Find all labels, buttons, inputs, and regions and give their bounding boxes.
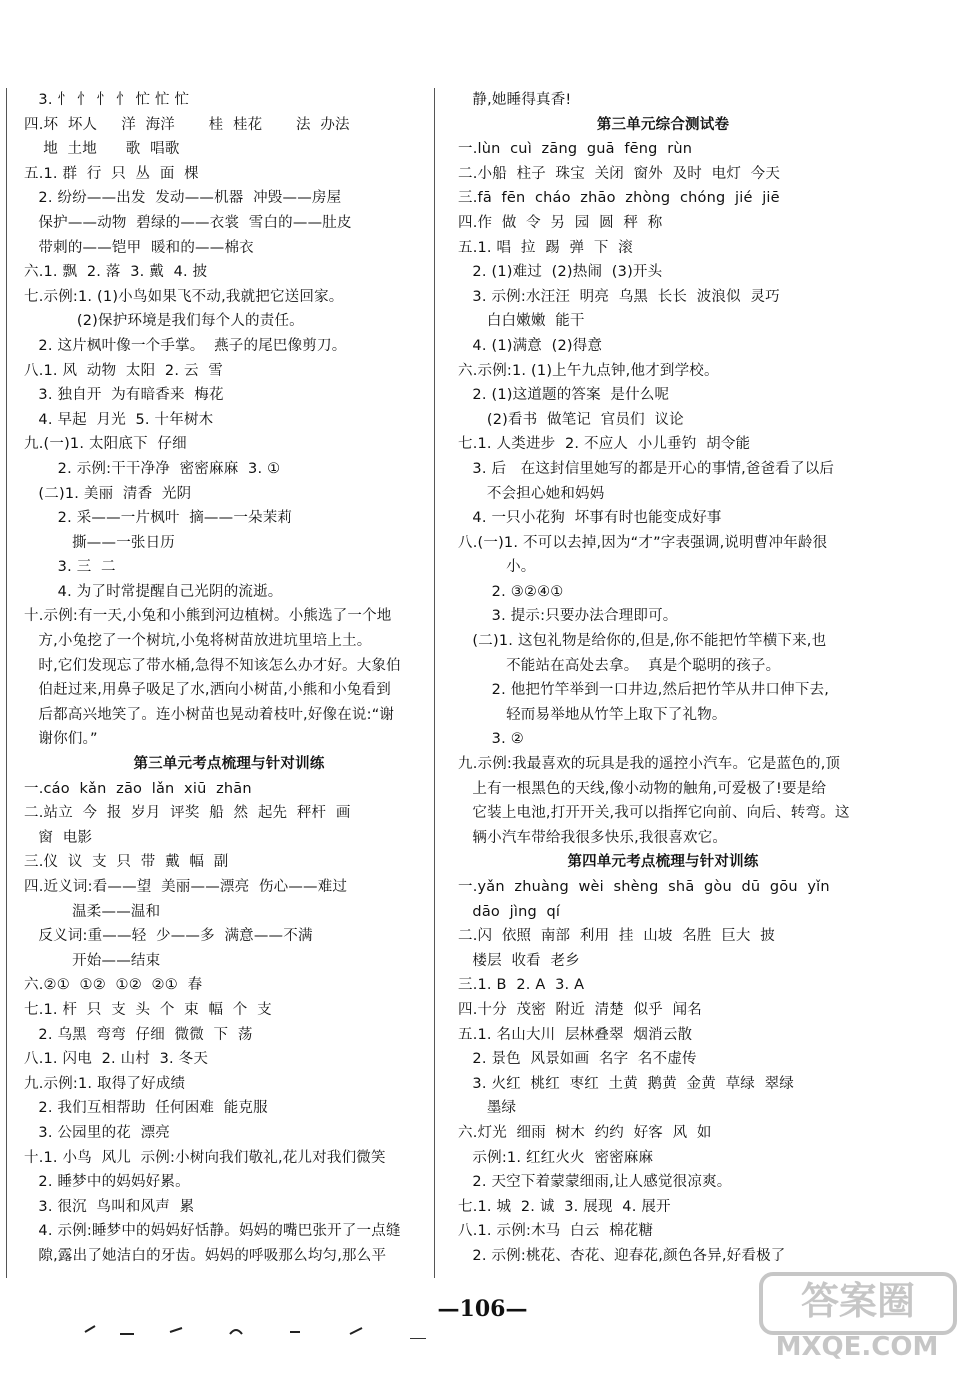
answer-line: 五.1. 唱 拉 踢 弹 下 滚 (458, 239, 633, 256)
answer-line: 不会担心她和妈妈 (458, 485, 605, 502)
answer-line: 七.1. 城 2. 诚 3. 展现 4. 展开 (458, 1198, 671, 1215)
answer-line: 七.1. 人类进步 2. 不应人 小儿垂钓 胡令能 (458, 436, 751, 453)
answer-line: 二.闪 依照 南部 利用 挂 山坡 名胜 巨大 披 (458, 928, 775, 945)
answer-line: 轻而易举地从竹竿上取下了礼物。 (458, 706, 727, 723)
answer-line: 谢你们。” (24, 731, 98, 748)
answer-line: 3. ② (458, 731, 524, 748)
answer-line: (2)保护环境是我们每个人的责任。 (24, 313, 304, 330)
watermark-url: MXQE.COM (775, 1332, 939, 1362)
answer-line: 上有一根黑色的天线,像小动物的触角,可爱极了!要是给 (458, 780, 827, 797)
answer-line: 白白嫩嫩 能干 (458, 313, 585, 330)
answer-line: 不能站在高处去拿。 真是个聪明的孩子。 (458, 657, 781, 674)
answer-line: 窗 电影 (24, 829, 93, 846)
answer-line: 墨绿 (458, 1100, 517, 1117)
answer-line: 四.近义词:看——望 美丽——漂亮 伤心——难过 (24, 879, 348, 895)
answer-line: 3. 火红 桃红 枣红 土黄 鹅黄 金黄 草绿 翠绿 (458, 1075, 794, 1092)
answer-line: 2. (1)这道题的答案 是什么呢 (458, 387, 670, 404)
answer-line: 六.灯光 细雨 树木 约约 好客 风 如 (458, 1124, 712, 1141)
answer-line: 一.cáo kǎn zāo lǎn xiū zhān (24, 780, 252, 797)
section-heading: 第四单元考点梳理与针对训练 (567, 854, 759, 871)
answer-line: 示例:1. 红红火火 密密麻麻 (458, 1149, 654, 1166)
answer-line: 3. 公园里的花 漂亮 (24, 1124, 170, 1141)
answer-line: 楼层 收看 老乡 (458, 952, 580, 969)
answer-line: 4. (1)满意 (2)得意 (458, 337, 603, 354)
answer-line: 四.坏 坏人 洋 海洋 桂 桂花 法 办法 (24, 116, 350, 133)
left-column (24, 88, 434, 1269)
answer-line: 二.站立 今 报 岁月 评奖 船 然 起先 秤杆 画 (24, 805, 351, 822)
answer-line: (二)1. 这包礼物是给你的,但是,你不能把竹竿横下来,也 (458, 633, 827, 650)
answer-line: 3. 独自开 为有暗香来 梅花 (24, 387, 224, 404)
answer-line: 2. 示例:桃花、杏花、迎春花,颜色各异,好看极了 (458, 1247, 786, 1264)
answer-line: 十.1. 小鸟 风儿 示例:小树向我们敬礼,花儿对我们微笑 (24, 1149, 386, 1166)
answer-line: 二.小船 柱子 珠宝 关闭 窗外 及时 电灯 今天 (458, 165, 781, 182)
right-column (458, 88, 868, 1269)
answer-line: 2. 我们互相帮助 任何困难 能克服 (24, 1100, 268, 1117)
answer-line: 七.1. 杆 只 支 头 个 束 幅 个 支 (24, 1001, 272, 1018)
answer-line: dāo jìng qí (458, 903, 561, 920)
answer-line: 2. 睡梦中的妈妈好累。 (24, 1174, 190, 1191)
answer-line: (二)1. 美丽 清香 光阴 (24, 485, 192, 502)
answer-line: 带刺的——铠甲 暖和的——棉衣 (24, 239, 254, 256)
answer-line: 小。 (458, 559, 536, 576)
answer-line: 它装上电池,打开开关,我可以指挥它向前、向后、转弯。这 (458, 805, 850, 822)
answer-line: 温柔——温和 (24, 903, 161, 920)
watermark-logo: 答案圈 (759, 1272, 957, 1335)
answer-line: 2. (1)难过 (2)热闹 (3)开头 (458, 264, 663, 281)
answer-line: 方,小兔挖了一个树坑,小兔将树苗放进坑里培上土。 (24, 633, 372, 650)
answer-line: 一.yǎn zhuàng wèi shèng shā gòu dū gōu yǐn (458, 879, 830, 895)
answer-line: 2. 纷纷——出发 发动——机器 冲毁——房屋 (24, 190, 342, 207)
answer-line: 四.作 做 令 另 园 圆 秤 称 (458, 214, 663, 231)
answer-line: 3. 示例:水汪汪 明亮 乌黑 长长 波浪似 灵巧 (458, 288, 780, 305)
answer-line: 撕——一张日历 (24, 534, 175, 551)
answer-line: 4. 示例:睡梦中的妈妈好恬静。妈妈的嘴巴张开了一点缝 (24, 1223, 401, 1240)
answer-line: 隙,露出了她洁白的牙齿。妈妈的呼吸那么均匀,那么平 (24, 1247, 387, 1264)
answer-line: 五.1. 名山大川 层林叠翠 烟消云散 (458, 1026, 693, 1043)
answer-line: 八.1. 示例:木马 白云 棉花糖 (458, 1223, 654, 1240)
answer-line: 六.②① ①② ①② ②① 春 (24, 977, 203, 994)
answer-line: 保护——动物 碧绿的——衣裳 雪白的——肚皮 (24, 214, 352, 231)
answer-line: 3. 三 二 (24, 559, 116, 576)
section-heading: 第三单元综合测试卷 (596, 116, 730, 133)
answer-line: 2. 天空下着蒙蒙细雨,让人感觉很凉爽。 (458, 1174, 732, 1191)
answer-line: 4. 为了时常提醒自己光阴的流逝。 (24, 583, 283, 600)
answer-line: 八.(一)1. 不可以去掉,因为“才”字表强调,说明曹冲年龄很 (458, 534, 828, 551)
answer-line: 八.1. 闪电 2. 山村 3. 冬天 (24, 1051, 209, 1068)
answer-line: 九.示例:我最喜欢的玩具是我的遥控小汽车。它是蓝色的,顶 (458, 756, 841, 773)
answer-line: 九.(一)1. 太阳底下 仔细 (24, 436, 187, 453)
answer-line: 地 土地 歌 唱歌 (24, 141, 180, 158)
answer-line: 静,她睡得真香! (458, 92, 572, 108)
left-margin-rule (6, 88, 7, 1278)
answer-line: 七.示例:1. (1)小鸟如果飞不动,我就把它送回家。 (24, 288, 344, 305)
answer-line: 六.1. 飘 2. 落 3. 戴 4. 披 (24, 264, 208, 281)
answer-line: 时,它们发现忘了带水桶,急得不知该怎么办才好。大象伯 (24, 657, 401, 674)
answer-line: (2)看书 做笔记 官员们 议论 (458, 411, 684, 428)
answer-line: 六.示例:1. (1)上午九点钟,他才到学校。 (458, 362, 719, 379)
answer-line: 2. 这片枫叶像一个手掌。 燕子的尾巴像剪刀。 (24, 337, 347, 354)
answer-line: 4. 一只小花狗 坏事有时也能变成好事 (458, 510, 722, 527)
page-number: —106— (437, 1296, 528, 1322)
scribble-marks (80, 1322, 410, 1340)
answer-line: 反义词:重——轻 少——多 满意——不满 (24, 928, 313, 945)
answer-line: 2. 采——一片枫叶 摘——一朵茉莉 (24, 510, 293, 527)
answer-line: 八.1. 风 动物 太阳 2. 云 雪 (24, 362, 223, 379)
answer-line: 3. 提示:只要办法合理即可。 (458, 608, 678, 625)
answer-line: 三.1. B 2. A 3. A (458, 977, 585, 994)
answer-line: 九.示例:1. 取得了好成绩 (24, 1075, 186, 1092)
answer-line: 四.十分 茂密 附近 清楚 似乎 闻名 (458, 1001, 702, 1018)
column-divider (434, 88, 435, 1278)
answer-line: 后都高兴地笑了。连小树苗也晃动着枝叶,好像在说:“谢 (24, 706, 395, 723)
answer-line: 2. 乌黑 弯弯 仔细 微微 下 荡 (24, 1026, 253, 1043)
answer-line: 十.示例:有一天,小兔和小熊到河边植树。小熊选了一个地 (24, 608, 392, 625)
answer-line: 3. 很沉 鸟叫和风声 累 (24, 1198, 195, 1215)
answer-line: 2. 他把竹竿举到一口井边,然后把竹竿从井口伸下去, (458, 682, 830, 699)
answer-line: 一.lùn cuì zāng guā fēng rùn (458, 141, 693, 158)
answer-line: 4. 早起 月光 5. 十年树木 (24, 411, 214, 428)
answer-line: 辆小汽车带给我很多快乐,我很喜欢它。 (458, 829, 728, 846)
answer-line: 三.仪 议 支 只 带 戴 幅 副 (24, 854, 229, 871)
answer-line: 伯赶过来,用鼻子吸足了水,洒向小树苗,小熊和小兔看到 (24, 682, 391, 699)
answer-line: 3. 忄 忄 忄 忄 忙 忙 忙 (24, 92, 190, 108)
answer-line: 3. 后 在这封信里她写的都是开心的事情,爸爸看了以后 (458, 460, 835, 477)
answer-line: 五.1. 群 行 只 丛 面 棵 (24, 165, 199, 182)
section-heading: 第三单元考点梳理与针对训练 (133, 756, 325, 773)
footer-dash (410, 1338, 426, 1339)
answer-line: 三.fā fēn cháo zhāo zhòng chóng jié jiē (458, 190, 780, 207)
answer-line: 开始——结束 (24, 952, 161, 969)
watermark (757, 1272, 957, 1367)
answer-line: 2. 示例:干干净净 密密麻麻 3. ① (24, 460, 281, 477)
answer-line: 2. 景色 风景如画 名字 名不虚传 (458, 1051, 697, 1068)
answer-line: 2. ③②④① (458, 583, 564, 600)
